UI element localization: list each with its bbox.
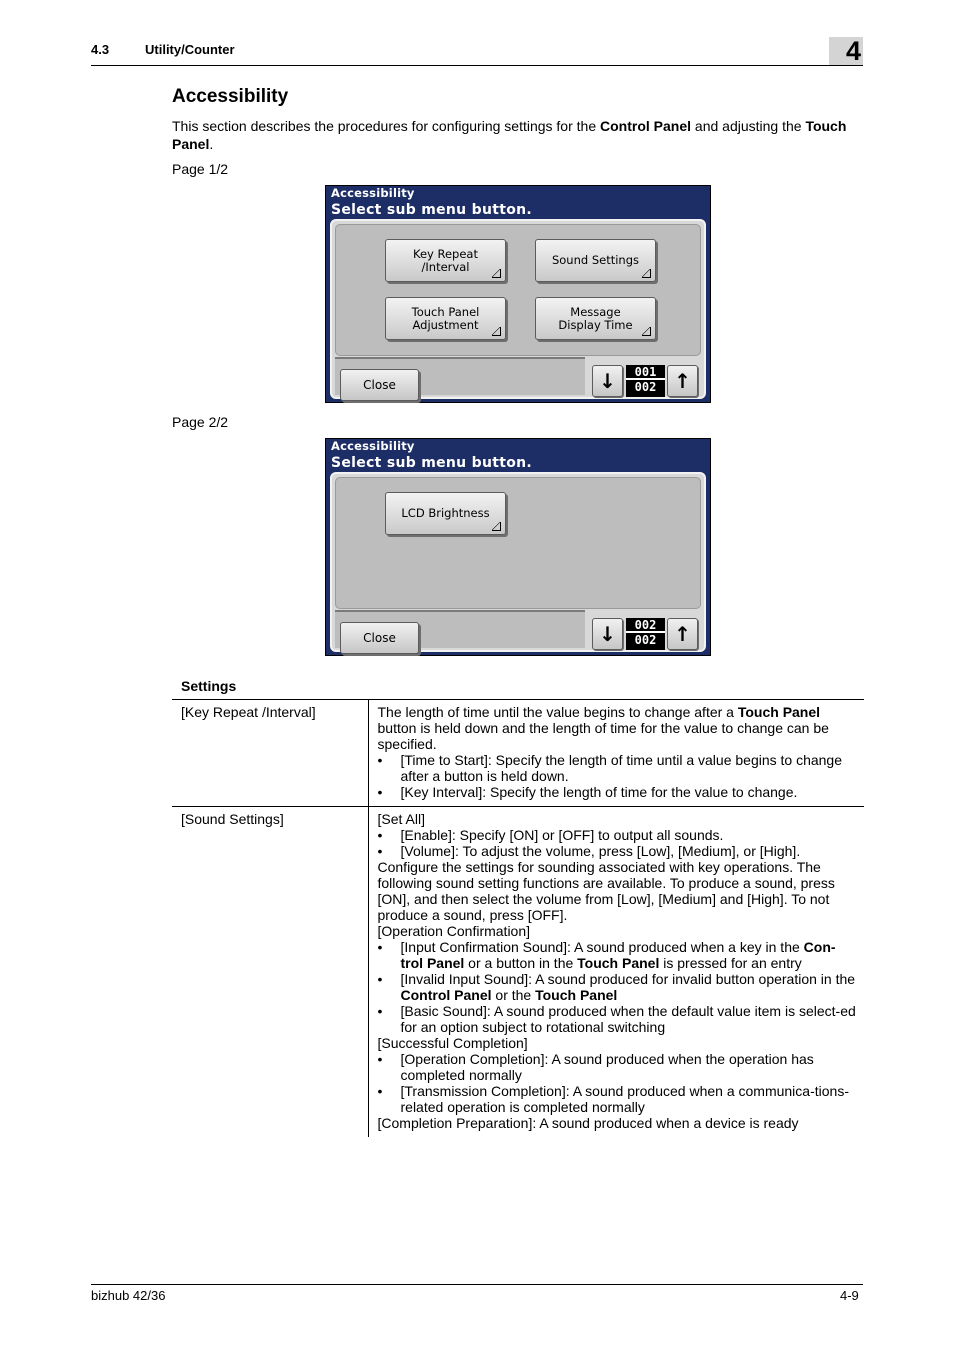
- screen-panel: [330, 472, 706, 652]
- page-up-arrow-icon[interactable]: ↑: [667, 365, 698, 397]
- bold-text: Touch Panel: [535, 987, 618, 1003]
- setting-name: [Key Repeat /Interval]: [172, 700, 368, 807]
- text: or the: [491, 987, 536, 1003]
- submenu-corner-icon: [642, 269, 651, 278]
- list-item: [378, 971, 857, 1003]
- submenu-corner-icon: [642, 327, 651, 336]
- page-indicator: [626, 618, 665, 650]
- chapter-number: 4: [846, 36, 862, 66]
- setting-description: [368, 700, 864, 807]
- intro-text: and adjusting the: [691, 118, 806, 134]
- page-label-2: Page 2/2: [172, 414, 229, 430]
- list-item: • [Basic Sound]: A sound produced when the default value item is select-ed for an option subject to rotational switching: [378, 1003, 857, 1035]
- description-text: [Successful Completion]: [377, 1035, 528, 1051]
- intro-text: This section describes the procedures for configuring settings for the: [172, 118, 600, 134]
- screen-main-title: Select sub menu button.: [331, 202, 532, 218]
- description-text: [Operation Confirmation]: [377, 923, 531, 939]
- touch-panel-adjustment-button[interactable]: [385, 297, 506, 340]
- key-repeat-interval-button[interactable]: [385, 239, 506, 282]
- setting-description: [368, 807, 864, 1138]
- button-label: Touch Panel Adjustment: [411, 304, 480, 332]
- page-down-arrow-icon[interactable]: ↓: [592, 365, 623, 397]
- page-total: 002: [634, 380, 657, 394]
- screen-top-title: Accessibility: [331, 439, 415, 453]
- bold-text: Touch Panel: [577, 955, 660, 971]
- page-indicator: [626, 365, 665, 397]
- lcd-brightness-button[interactable]: [385, 492, 506, 535]
- screen-panel: [330, 219, 706, 399]
- button-label: LCD Brightness: [401, 506, 490, 520]
- page-label-1: Page 1/2: [172, 161, 229, 177]
- bold-text: Touch Panel: [737, 704, 821, 720]
- submenu-corner-icon: [492, 522, 501, 531]
- settings-table: [172, 699, 864, 1137]
- settings-heading: Settings: [181, 678, 237, 694]
- footer-rule: [91, 1284, 863, 1285]
- close-button[interactable]: Close: [340, 622, 419, 654]
- list-item: • [Volume]: To adjust the volume, press [Low], [Medium], or [High].: [378, 843, 857, 859]
- screen-page-2: [325, 438, 711, 656]
- section-number: 4.3: [91, 42, 110, 57]
- description-text: [378, 704, 857, 752]
- message-display-time-button[interactable]: [535, 297, 656, 340]
- intro-paragraph: [172, 117, 864, 153]
- section-title: Utility/Counter: [145, 42, 235, 57]
- text: or a button in the: [464, 955, 578, 971]
- description-text: [Completion Preparation]: A sound produced when a device is ready: [377, 1115, 799, 1131]
- page-total: 002: [634, 633, 657, 647]
- bold-text: Control Panel: [400, 987, 492, 1003]
- list-item: • [Operation Completion]: A sound produced when the operation has completed normally: [378, 1051, 857, 1083]
- submenu-corner-icon: [492, 269, 501, 278]
- header-rule: [91, 65, 863, 66]
- button-label: Sound Settings: [551, 253, 640, 267]
- screen-top-title: Accessibility: [331, 186, 415, 200]
- button-label: Message Display Time: [558, 304, 633, 332]
- sound-settings-button[interactable]: [535, 239, 656, 282]
- text: [Invalid Input Sound]: A sound produced for invalid button operation in the: [400, 971, 856, 987]
- text: The length of time until the value begins to change after a: [377, 704, 738, 720]
- page-current: 001: [626, 365, 665, 380]
- description-text: [Set All]: [377, 811, 425, 827]
- page-down-arrow-icon[interactable]: ↓: [592, 618, 623, 650]
- table-row: [172, 807, 864, 1138]
- button-label: Key Repeat /Interval: [413, 246, 478, 274]
- table-row: [172, 700, 864, 807]
- page-current: 002: [626, 618, 665, 633]
- intro-text: .: [209, 136, 214, 152]
- submenu-corner-icon: [492, 327, 501, 336]
- setting-name: [Sound Settings]: [172, 807, 368, 1138]
- list-item: • [Key Interval]: Specify the length of time for the value to change.: [378, 784, 857, 800]
- footer-page-number: 4-9: [840, 1288, 859, 1303]
- text: [Input Confirmation Sound]: A sound produced when a key in the: [400, 939, 804, 955]
- page-title: Accessibility: [172, 86, 289, 107]
- close-button[interactable]: Close: [340, 369, 419, 401]
- page-up-arrow-icon[interactable]: ↑: [667, 618, 698, 650]
- intro-bold-control-panel: Control Panel: [600, 118, 692, 134]
- list-item: [378, 939, 857, 971]
- list-item: • [Enable]: Specify [ON] or [OFF] to output all sounds.: [378, 827, 857, 843]
- description-text: Configure the settings for sounding associated with key operations. The following sound setting functions are available. To produce a sound, press [ON], and then select the volume from [Low], [Medium] and [High]. To not produce a sound, press [OFF].: [377, 859, 835, 923]
- text: is pressed for an entry: [659, 955, 802, 971]
- screen-main-title: Select sub menu button.: [331, 455, 532, 471]
- intro-bold-touch-panel: Touch Panel: [172, 118, 847, 152]
- screen-page-1: [325, 185, 711, 403]
- bold-text: Con-trol Panel: [400, 939, 836, 971]
- list-item: • [Transmission Completion]: A sound produced when a communica-tions-related operation is completed normally: [378, 1083, 857, 1115]
- list-item: • [Time to Start]: Specify the length of time until a value begins to change after a button is held down.: [378, 752, 857, 784]
- footer-model: bizhub 42/36: [91, 1288, 166, 1303]
- text: button is held down and the length of time for the value to change can be specified.: [377, 720, 829, 752]
